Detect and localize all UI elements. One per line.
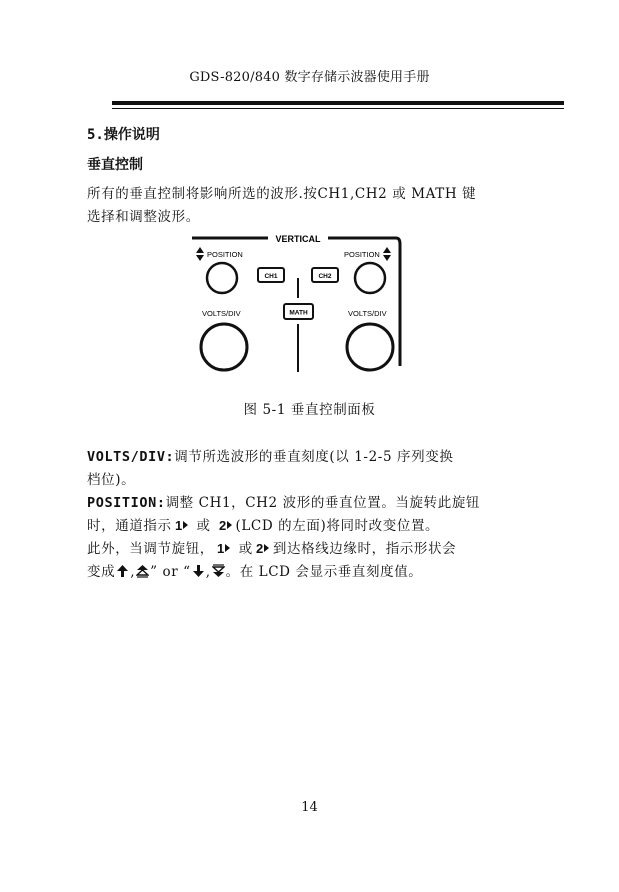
position-text-2c: (LCD 的左面)将同时改变位置。: [235, 518, 440, 534]
channel-2-marker-icon: [219, 518, 233, 532]
position-line-3: [87, 538, 527, 561]
volts-div-term: VOLTS/DIV:: [87, 449, 175, 465]
position-term: POSITION:: [87, 495, 166, 511]
position-text-3a: 此外，当调节旋钮，: [87, 541, 214, 557]
intro-line-1: 所有的垂直控制将影响所选的波形.按CH1,CH2 或 MATH 键: [87, 186, 477, 202]
position-sep-2: ,: [205, 564, 211, 580]
ch1-button-label: CH1: [264, 273, 278, 280]
intro-paragraph: [87, 183, 527, 229]
position-left-label: POSITION: [207, 250, 243, 259]
channel-2-marker-icon: [256, 541, 270, 555]
channel-1-marker-icon: [217, 541, 231, 555]
position-right-knob[interactable]: [355, 263, 385, 293]
position-line-2: [87, 515, 527, 538]
arrow-up-icon: [116, 564, 129, 578]
position-text-1: 调整 CH1，CH2 波形的垂直位置。当旋转此旋钮: [165, 495, 481, 511]
volts-div-text-1: 调节所选波形的垂直刻度(以 1-2-5 序列变换: [174, 449, 454, 465]
position-text-4a: 变成: [87, 564, 116, 580]
position-text-4c: 。在 LCD 会显示垂直刻度值。: [225, 564, 423, 580]
vertical-panel-drawing: [190, 232, 406, 374]
panel-right-frame: [396, 238, 400, 366]
subsection-heading: 垂直控制: [87, 157, 143, 173]
header-rule-thin: [112, 108, 564, 109]
position-sep-1: ,: [130, 564, 136, 580]
position-text-3c: 到达格线边缘时，指示形状会: [272, 541, 457, 557]
volts-div-line-1: [87, 446, 527, 469]
channel-2-marker-digit: 2: [218, 518, 227, 532]
section-heading: 5.操作说明: [87, 127, 160, 143]
double-arrow-down-icon: [212, 564, 225, 578]
position-line-4: [87, 561, 527, 584]
channel-1-marker-digit: 1: [216, 541, 225, 555]
position-right-label: POSITION: [344, 250, 380, 259]
math-button-label: MATH: [289, 309, 308, 317]
channel-1-marker-digit: 1: [174, 518, 183, 532]
ch2-button-label: CH2: [318, 273, 332, 280]
position-text-4b: ” or “: [150, 564, 191, 580]
position-text-2b: 或: [191, 518, 216, 534]
position-left-knob[interactable]: [207, 263, 237, 293]
page-header-title: GDS-820/840 数字存储示波器使用手册: [189, 70, 430, 85]
position-text-3b: 或: [233, 541, 253, 557]
vertical-panel-figure: [190, 232, 406, 374]
volts-left-label: VOLTS/DIV: [202, 309, 241, 318]
channel-1-marker-icon: [175, 518, 189, 532]
volts-right-label: VOLTS/DIV: [348, 309, 387, 318]
header-rule-thick: [112, 101, 564, 105]
position-right-down-arrow-icon: [383, 255, 391, 261]
panel-title: VERTICAL: [275, 234, 321, 244]
volts-right-knob[interactable]: [347, 324, 393, 370]
channel-2-marker-digit: 2: [255, 541, 264, 555]
volts-left-knob[interactable]: [201, 324, 247, 370]
double-arrow-up-icon: [136, 564, 149, 578]
position-left-up-arrow-icon: [196, 247, 204, 253]
volts-div-paragraph: [87, 446, 527, 492]
arrow-down-icon: [192, 564, 205, 578]
figure-caption: 图 5-1 垂直控制面板: [243, 402, 376, 418]
intro-line-2: 选择和调整波形。: [87, 209, 200, 225]
position-right-up-arrow-icon: [383, 247, 391, 253]
position-paragraph: [87, 492, 527, 584]
position-left-down-arrow-icon: [196, 255, 204, 261]
position-text-2a: 时，通道指示: [87, 518, 172, 534]
position-line-1: [87, 492, 527, 515]
page-number: 14: [301, 800, 318, 815]
volts-div-line-2: 档位)。: [87, 472, 136, 488]
